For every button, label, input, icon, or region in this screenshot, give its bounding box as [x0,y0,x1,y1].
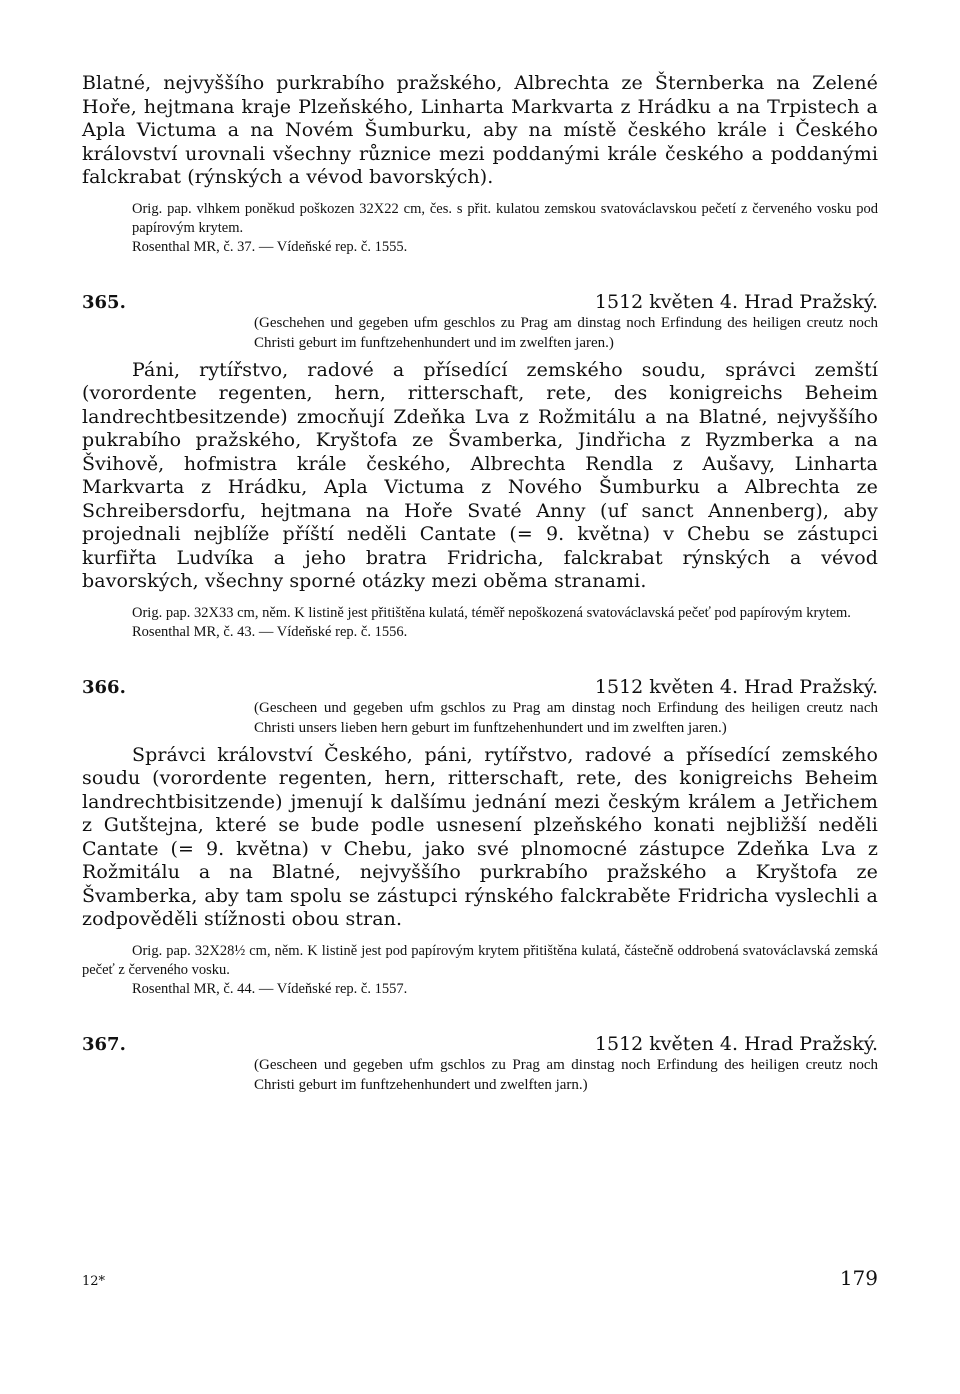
signature-mark: 12* [82,1274,106,1289]
page-footer [82,1266,878,1290]
continued-paragraph: Blatné, nejvyššího purkrabího pražského, Albrechta ze Šternberka na Zelené Hoře, hejtmana kraje Plzeňského, Linharta Markvarta z Hrádku a na Trpistech a Apla Victuma a na Novém Šumburku, aby na místě českého krále i Českého království urovnali všechny různice mezi poddanými krále českého a poddanými falckrabat (rýnských a vévod bavorských). [82,72,878,188]
reference-note: Rosenthal MR, č. 37. — Vídeňské rep. č. 1555. [132,238,408,255]
page-body [82,72,878,1095]
entry-number: 366. [82,676,126,698]
entry-number: 367. [82,1033,126,1055]
entry-365 [82,291,878,642]
page-number: 179 [839,1266,878,1290]
german-dating: (Gescheen und gegeben ufm gschlos zu Prag am dinstag noch Erfindung des heiligen creutz noch Christi geburt im funftzehenhundert und zwelften jarn.) [254,1056,878,1093]
orig-note: Orig. pap. vlhkem poněkud poškozen 32X22 cm, čes. s přit. kulatou zemskou svatováclavskou pečetí z červeného vosku pod papírovým krytem. [132,200,878,236]
german-dating: (Geschehen und gegeben ufm geschlos zu Prag am dinstag noch Erfindung des heiligen creutz noch Christi geburt im funftzehenhundert und im zwelften jaren.) [254,314,878,351]
entry-date-place: 1512 květen 4. Hrad Pražský. [594,290,878,313]
german-dating: (Gescheen und gegeben ufm gschlos zu Prag am dinstag noch Erfindung des heiligen creutz nach Christi unsers lieben hern geburt im funftzehenhundert und im zwelften jaren.) [254,699,878,736]
reference-note: Rosenthal MR, č. 44. — Vídeňské rep. č. 1557. [132,980,408,997]
entry-367 [82,1033,878,1095]
orig-note: Orig. pap. 32X28½ cm, něm. K listině jest pod papírovým krytem přitištěna kulatá, částečně oddrobená svatováclavská zemská pečeť z červeného vosku. [82,942,878,978]
orig-note: Orig. pap. 32X33 cm, něm. K listině jest přitištěna kulatá, téměř nepoškozená svatováclavská pečeť pod papírovým krytem. [132,604,851,621]
reference-note: Rosenthal MR, č. 43. — Vídeňské rep. č. 1556. [132,623,408,640]
regest-paragraph: Páni, rytířstvo, radové a přísedící zemského soudu, správci zemští (vorordente regenten, hern, ritterschaft, rete, des konigreichs Beheim landrechtbesitzende) zmocňují Zdeňka Lva z Rožmitálu a na Blatné, nejvyššího pukrabího pražského, Kryštofa ze Švamberka, Jindřicha z Ryzmberka a na Švihově, hofmistra krále českého, Albrechta Rendla z Aušavy, Linharta Markvarta z Hrádku, Apla Victuma z Nového Šumburku a Albrechta ze Schreibersdorfu, hejtmana na Hoře Svaté Anny (uf sanct Annenberg), aby projednali nejblíže příští neděli Cantate (= 9. května) v Chebu se zástupci kurfiřta Ludvíka a jeho bratra Fridricha, falckrabat rýnských a vévod bavorských, všechny sporné otázky mezi oběma stranami. [82,358,878,592]
regest-paragraph: Správci království Českého, páni, rytířstvo, radové a přísedící zemského soudu (vorordente regenten, hern, ritterschaft, rete, des konigreichs Beheim landrechtbisitzende) jmenují k dalšímu jednání mezi českým králem a Jetřichem z Gutštejna, které se bude podle usnesení plzeňského konati nejbližší neděli Cantate (= 9. května) v Chebu, jako své plnomocné zástupce Zdeňka Lva z Rožmitálu a na Blatné, nejvyššího purkrabího pražského a Kryštofa ze Švamberka, aby tam spolu se zástupci rýnského falckraběte Fridricha vyslechli a zodpověděli stížnosti obou stran. [82,743,878,930]
archival-note [82,200,878,257]
entry-366 [82,676,878,999]
entry-header [82,1033,878,1055]
entry-header [82,676,878,698]
entry-header [82,291,878,313]
entry-number: 365. [82,291,126,313]
entry-date-place: 1512 květen 4. Hrad Pražský. [594,1032,878,1055]
entry-date-place: 1512 květen 4. Hrad Pražský. [594,675,878,698]
